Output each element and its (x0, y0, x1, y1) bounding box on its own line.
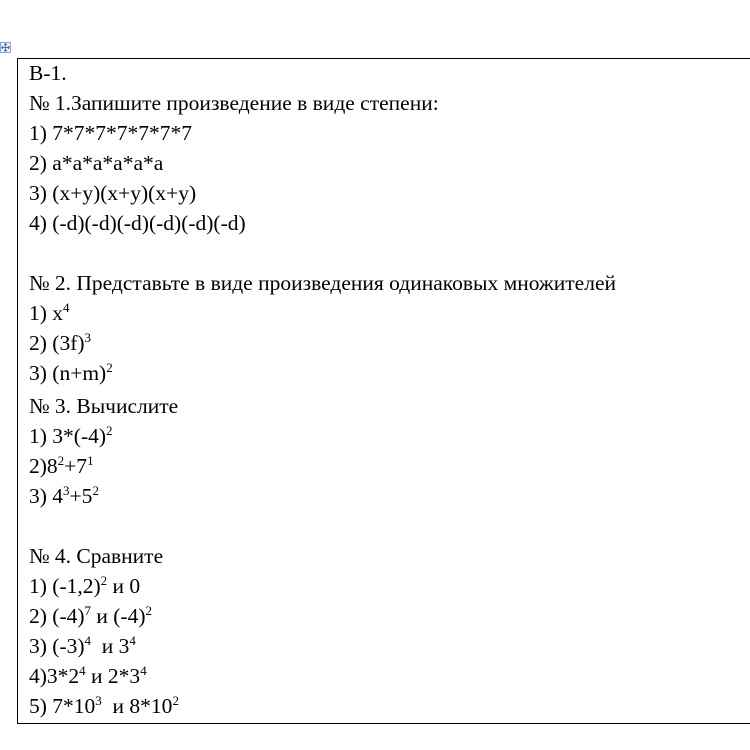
exponent: 4 (63, 300, 70, 315)
table-move-handle[interactable] (0, 42, 11, 53)
task1-title: № 1.Запишите произведение в виде степени: (29, 91, 439, 115)
base: 5) 7*10 (29, 694, 96, 718)
task3-item (29, 453, 94, 479)
exponent: 4 (129, 633, 136, 648)
exponent: 3 (84, 330, 92, 345)
base: +5 (69, 484, 93, 508)
exponent: 3 (95, 693, 102, 708)
task1-item: 4) (-d)(-d)(-d)(-d)(-d)(-d) (29, 211, 246, 235)
exponent: 2 (106, 423, 113, 438)
exponent: 2 (106, 360, 113, 375)
exponent: 4 (79, 663, 86, 678)
task4-item (29, 633, 136, 659)
base: 3) (n+m) (29, 361, 107, 385)
task1-item (29, 180, 196, 206)
exponent: 4 (84, 633, 92, 648)
comparison: и 0 (107, 574, 141, 598)
task2-item (29, 330, 91, 356)
base: 1) (-1,2) (29, 574, 101, 598)
exponent: 4 (140, 663, 147, 678)
base: 2) (3f) (29, 331, 85, 355)
exponent: 2 (100, 573, 108, 588)
comparison: и 2*3 (85, 664, 141, 688)
base: 2)8 (29, 454, 58, 478)
base: 3) 4 (29, 484, 64, 508)
task3-item (29, 483, 99, 509)
exponent: 2 (57, 453, 65, 468)
task1-item-text: 3) (x+y)(x+y)(x+y) (29, 181, 197, 205)
task1-item (29, 150, 163, 176)
task4-item (29, 603, 152, 629)
task3-title: № 3. Вычислите (29, 394, 179, 418)
task2-item (29, 300, 70, 326)
exponent: 2 (172, 693, 179, 708)
base: 4)3*2 (29, 664, 80, 688)
base: 1) 3*(-4) (29, 424, 107, 448)
base: 3) (-3) (29, 634, 85, 658)
base: 2) (-4) (29, 604, 85, 628)
exponent: 3 (63, 483, 70, 498)
task2-item (29, 360, 113, 386)
task4-item (29, 573, 140, 599)
task1-item-text: 2) a*a*a*a*a*a (29, 151, 164, 175)
task4-title: № 4. Сравните (29, 544, 164, 568)
exponent: 1 (87, 453, 94, 468)
comparison: и 3 (91, 634, 130, 658)
comparison: и 8*10 (101, 694, 173, 718)
exponent: 2 (145, 603, 153, 618)
task2-title: № 2. Представьте в виде произведения одинаковых множителей (29, 271, 616, 295)
base: 1) x (29, 301, 64, 325)
variant-label: В-1. (29, 61, 67, 85)
base: +7 (64, 454, 88, 478)
task4-item (29, 693, 179, 719)
task4-item (29, 663, 147, 689)
move-arrows-icon (1, 43, 10, 52)
task3-item (29, 423, 113, 449)
task1-item: 1) 7*7*7*7*7*7*7 (29, 121, 193, 145)
exponent: 7 (84, 603, 92, 618)
comparison: и (-4) (91, 604, 146, 628)
exponent: 2 (92, 483, 99, 498)
